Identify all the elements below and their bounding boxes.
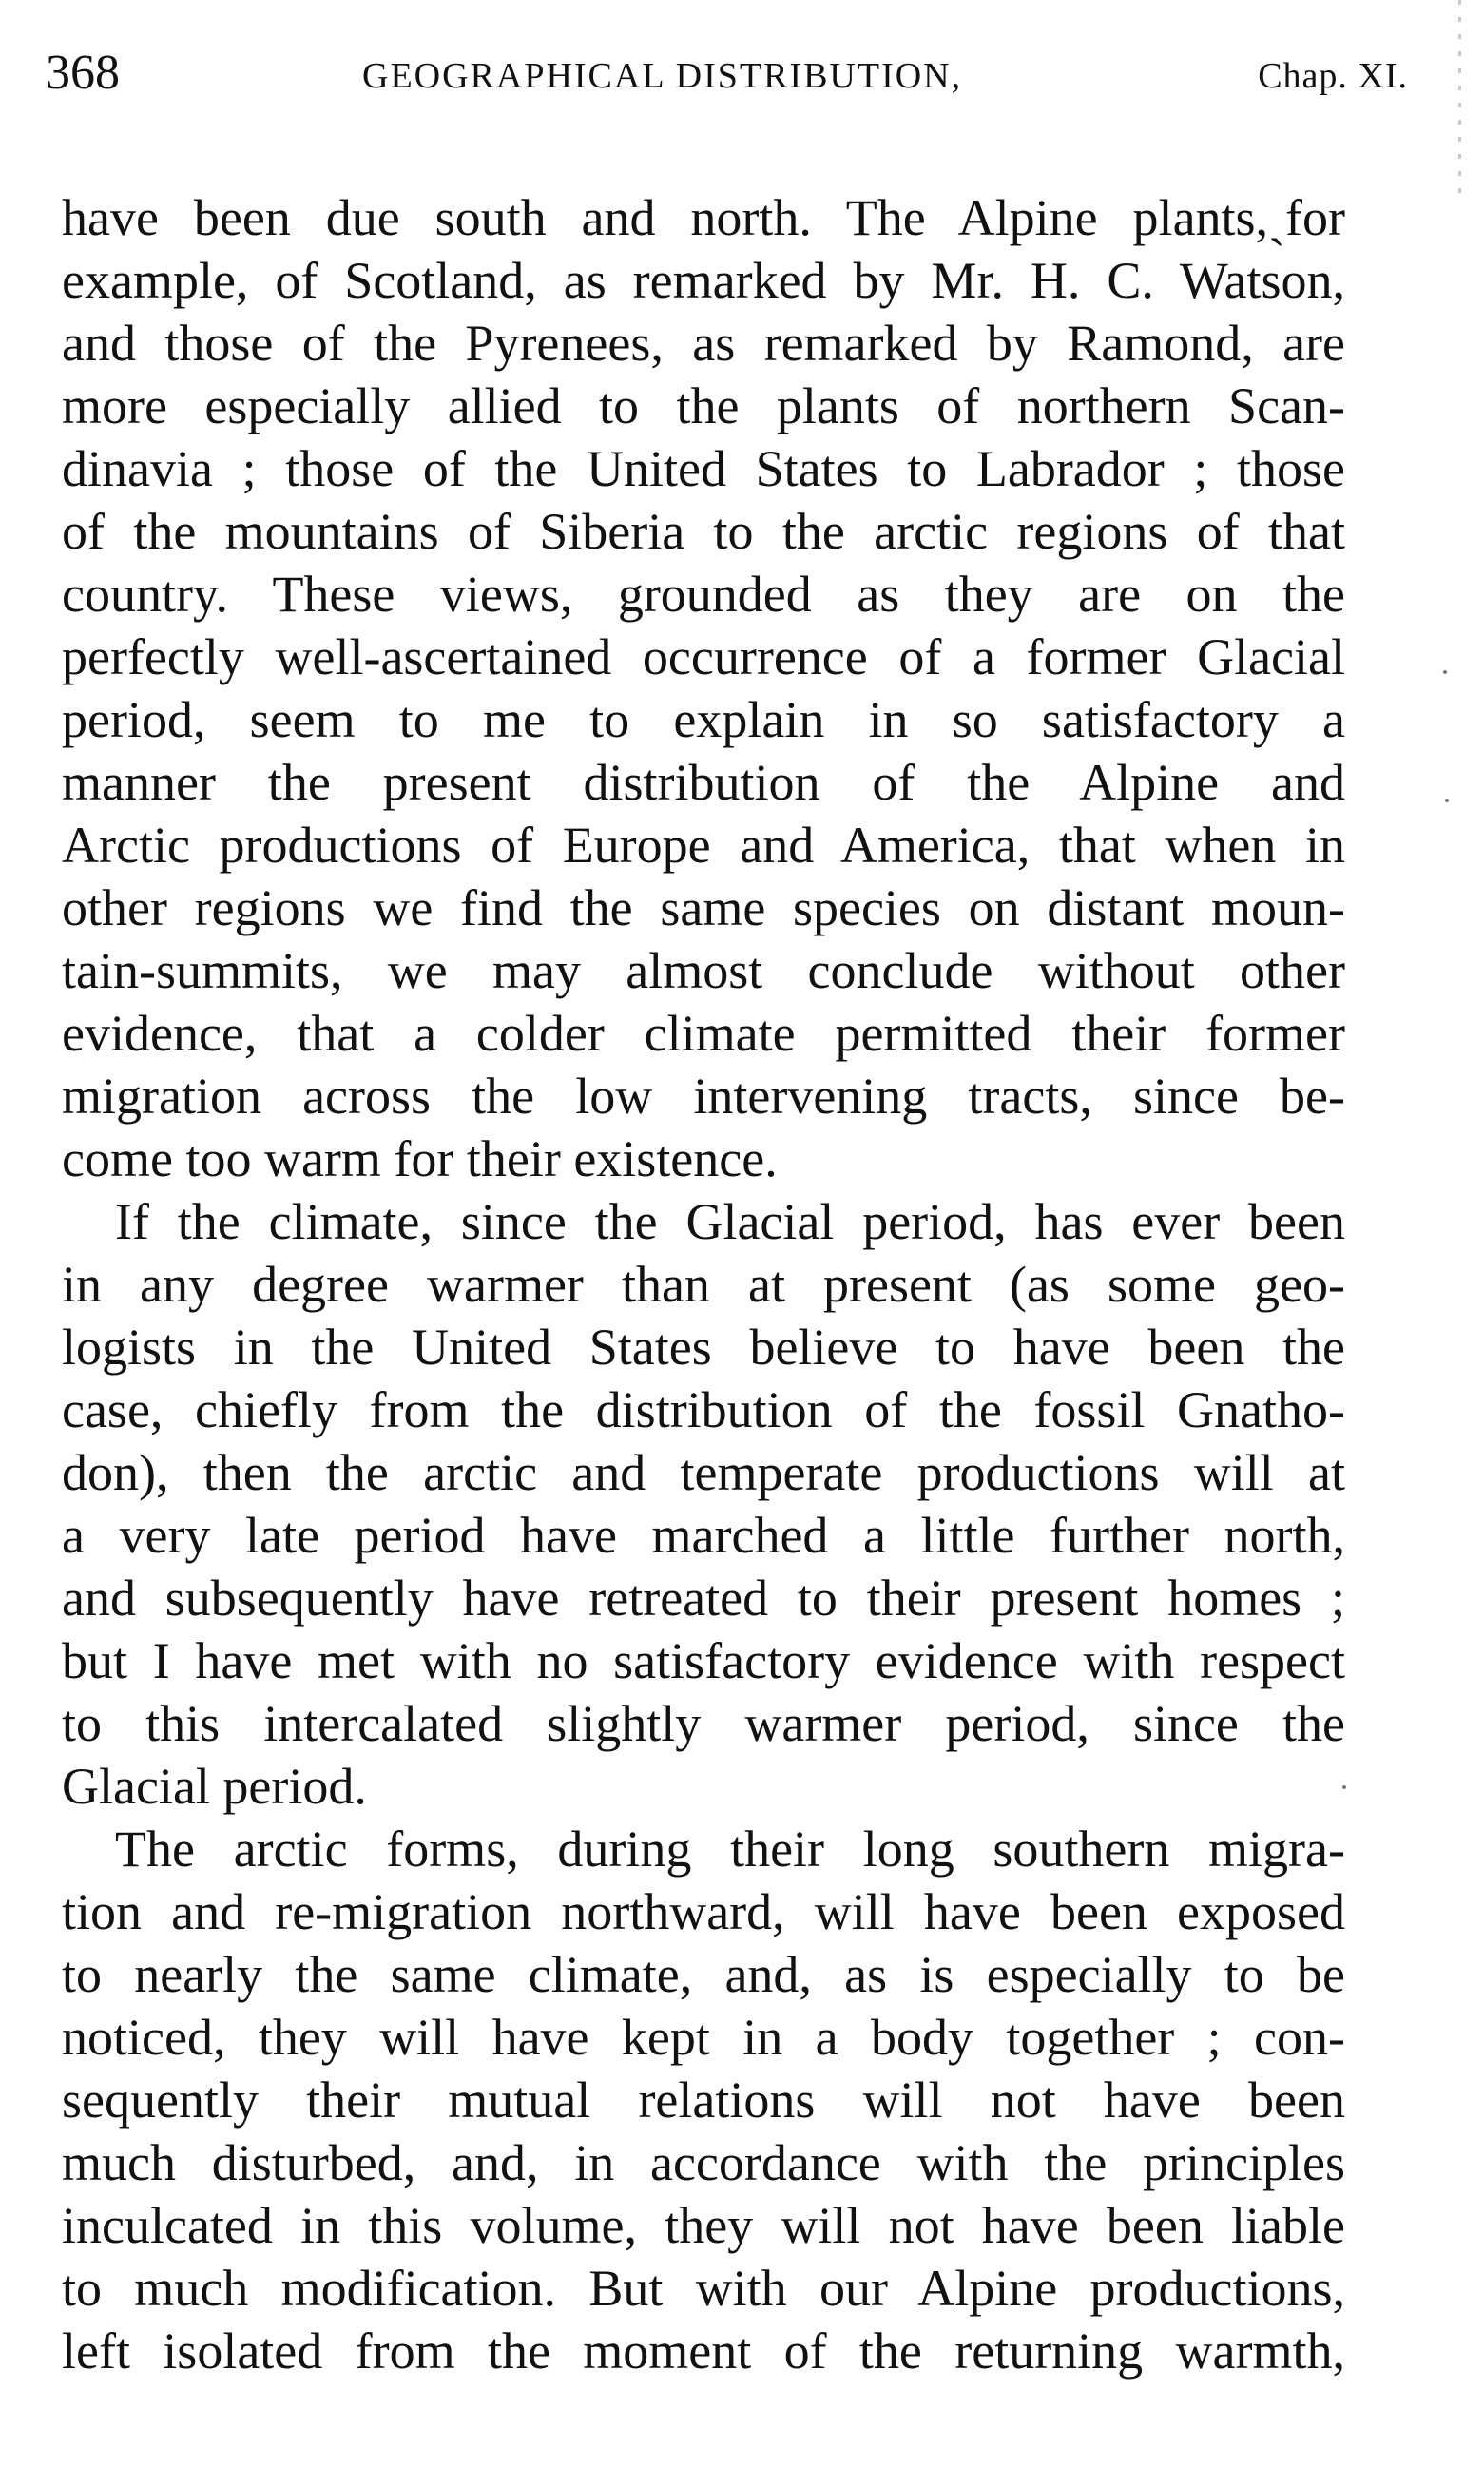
text-line: evidence, that a colder climate permitted their former <box>62 1005 1345 1062</box>
paragraph-1 <box>62 186 1345 1190</box>
chapter-label: Chap. XI. <box>1258 56 1408 96</box>
text-line: country. These views, grounded as they are on the <box>62 566 1345 623</box>
text-line: If the climate, since the Glacial period, has ever been <box>115 1193 1345 1250</box>
text-line: a very late period have marched a little further north, <box>62 1507 1345 1564</box>
speck-mark <box>1443 670 1447 674</box>
text-line: manner the present distribution of the Alpine and <box>62 754 1345 811</box>
text-line: but I have met with no satisfactory evidence with respect <box>62 1632 1345 1689</box>
paragraph-2 <box>62 1190 1345 1818</box>
body-text <box>62 186 1345 2382</box>
page-edge-mark <box>1458 0 1461 200</box>
text-line: come too warm for their existence. <box>62 1130 778 1187</box>
text-line: of the mountains of Siberia to the arctic regions of that <box>62 503 1345 560</box>
text-line: tain-summits, we may almost conclude without other <box>62 942 1345 999</box>
text-line: have been due south and north. The Alpine plants,ˏfor <box>62 189 1345 246</box>
text-line: to nearly the same climate, and, as is especially to be <box>62 1946 1345 2003</box>
text-line: more especially allied to the plants of northern Scan- <box>62 377 1345 434</box>
text-line: perfectly well-ascertained occurrence of a former Glacial <box>62 628 1345 685</box>
text-line: noticed, they will have kept in a body together ; con- <box>62 2009 1345 2066</box>
text-line: left isolated from the moment of the returning warmth, <box>62 2322 1345 2380</box>
text-line: logists in the United States believe to have been the <box>62 1319 1345 1376</box>
page-number: 368 <box>46 46 120 100</box>
text-line: The arctic forms, during their long southern migra- <box>115 1821 1345 1878</box>
text-line: don), then the arctic and temperate productions will at <box>62 1444 1345 1501</box>
text-line: case, chiefly from the distribution of the fossil Gnatho- <box>62 1381 1345 1438</box>
text-line: Glacial period. <box>62 1758 367 1815</box>
text-line: and subsequently have retreated to their present homes ; <box>62 1570 1345 1627</box>
text-line: much disturbed, and, in accordance with the principles <box>62 2134 1345 2191</box>
text-line: other regions we find the same species on distant moun- <box>62 879 1345 936</box>
paragraph-3 <box>62 1818 1345 2382</box>
speck-mark <box>1445 799 1449 802</box>
text-line: example, of Scotland, as remarked by Mr. H. C. Watson, <box>62 252 1345 309</box>
text-line: dinavia ; those of the United States to Labrador ; those <box>62 440 1345 497</box>
text-line: in any degree warmer than at present (as some geo- <box>62 1256 1345 1313</box>
text-line: to much modification. But with our Alpine productions, <box>62 2260 1345 2317</box>
text-line: migration across the low intervening tracts, since be- <box>62 1068 1345 1125</box>
text-line: inculcated in this volume, they will not have been liable <box>62 2197 1345 2254</box>
text-line: tion and re-migration northward, will have been exposed <box>62 1883 1345 1940</box>
text-line: period, seem to me to explain in so satisfactory a <box>62 691 1345 748</box>
running-head <box>46 40 1408 106</box>
running-title: GEOGRAPHICAL DISTRIBUTION, <box>362 56 963 96</box>
text-line: to this intercalated slightly warmer period, since the <box>62 1695 1345 1752</box>
text-line: sequently their mutual relations will not have been <box>62 2072 1345 2129</box>
text-line: and those of the Pyrenees, as remarked by Ramond, are <box>62 315 1345 372</box>
text-line: Arctic productions of Europe and America, that when in <box>62 817 1345 874</box>
